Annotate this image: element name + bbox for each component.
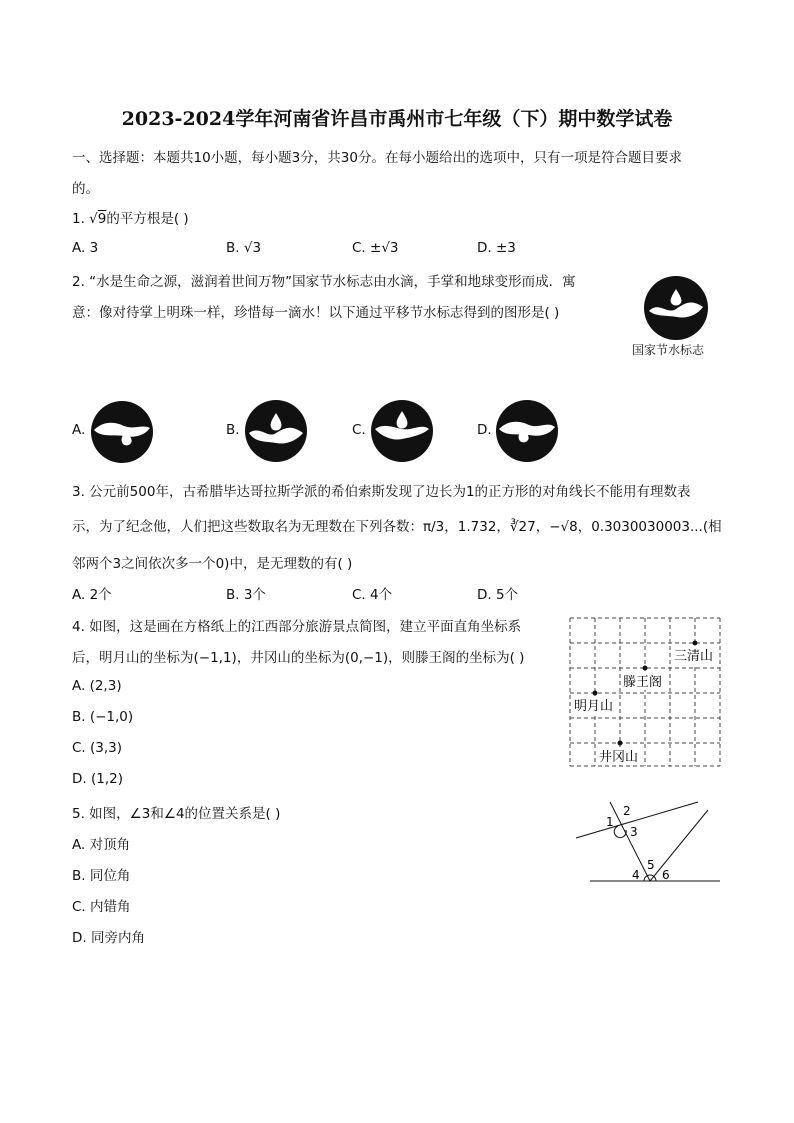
question-4-line1: 4. 如图，这是画在方格纸上的江西部分旅游景点简图，建立平面直角坐标系 <box>72 619 522 635</box>
jinggang-point <box>618 741 623 746</box>
question-3-line2: 示，为了纪念他，人们把这些数取名为无理数在下列各数：π/3，1.732，∛27，−√8，0.3030030003...(相 <box>72 519 722 535</box>
question-1-number: 1. <box>72 211 90 227</box>
sanqing-point <box>693 641 698 646</box>
water-saving-logo-caption: 国家节水标志 <box>632 343 705 357</box>
jinggang-label: 井冈山 <box>599 750 639 765</box>
angle-label-4: 4 <box>632 868 640 882</box>
scenic-spots-grid-map <box>566 614 724 770</box>
mingyue-point <box>593 691 598 696</box>
question-1-option-d[interactable]: D. ±3 <box>477 240 516 256</box>
question-1-option-a[interactable]: A. 3 <box>72 240 99 256</box>
question-3-option-b[interactable]: B. 3个 <box>226 587 266 603</box>
question-3-option-d[interactable]: D. 5个 <box>477 587 519 603</box>
question-5-option-d[interactable]: D. 同旁内角 <box>72 930 145 946</box>
water-saving-logo <box>643 275 709 341</box>
question-1-stem <box>72 207 189 227</box>
question-5-stem: 5. 如图，∠3和∠4的位置关系是( ) <box>72 806 281 822</box>
question-4-line2: 后，明月山的坐标为(−1,1)，井冈山的坐标为(0,−1)，则滕王阁的坐标为( ) <box>72 650 525 666</box>
question-4-option-c[interactable]: C. (3,3) <box>72 740 123 756</box>
question-3-option-c[interactable]: C. 4个 <box>352 587 393 603</box>
question-4-option-b[interactable]: B. (−1,0) <box>72 709 134 725</box>
question-3-option-a[interactable]: A. 2个 <box>72 587 112 603</box>
angle-figure <box>570 796 722 888</box>
question-1-option-b[interactable]: B. √3 <box>226 240 262 256</box>
question-1-option-c[interactable]: C. ±√3 <box>352 240 399 256</box>
sanqing-label: 三清山 <box>674 649 714 664</box>
angle-label-5: 5 <box>647 858 655 872</box>
question-4-option-a[interactable]: A. (2,3) <box>72 678 122 694</box>
question-4-option-d[interactable]: D. (1,2) <box>72 771 123 787</box>
question-3-line1: 3. 公元前500年，古希腊毕达哥拉斯学派的希伯索斯发现了边长为1的正方形的对角线长不能用有理数表 <box>72 484 691 500</box>
option-a-logo-icon[interactable] <box>90 400 154 464</box>
question-5-option-b[interactable]: B. 同位角 <box>72 868 131 884</box>
question-2-option-a[interactable]: A. <box>72 422 86 438</box>
angle-label-6: 6 <box>662 868 670 882</box>
question-1-text: 的平方根是( ) <box>106 211 189 227</box>
tengwang-label: 滕王阁 <box>623 675 663 690</box>
question-1-radicand: 9 <box>97 211 107 227</box>
section-instructions-line1: 一、选择题：本题共10小题，每小题3分，共30分。在每小题给出的选项中，只有一项是符合题目要求 <box>72 150 682 166</box>
question-2-line2: 意：像对待掌上明珠一样，珍惜每一滴水！以下通过平移节水标志得到的图形是( ) <box>72 305 560 321</box>
question-3-line3: 邻两个3之间依次多一个0)中，是无理数的有( ) <box>72 556 353 572</box>
section-instructions-line2: 的。 <box>72 181 99 197</box>
option-c-logo-icon[interactable] <box>370 399 434 463</box>
question-5-option-c[interactable]: C. 内错角 <box>72 899 131 915</box>
option-d-logo-icon[interactable] <box>495 399 559 463</box>
sqrt-sign: √ <box>89 211 98 227</box>
tengwang-point <box>643 666 648 671</box>
angle-label-3: 3 <box>630 825 638 839</box>
mingyue-label: 明月山 <box>574 699 614 714</box>
question-2-line1: 2. “水是生命之源，滋润着世间万物”国家节水标志由水滴，手掌和地球变形而成．寓 <box>72 274 576 290</box>
question-2-option-d[interactable]: D. <box>477 422 492 438</box>
question-2-option-b[interactable]: B. <box>226 422 240 438</box>
angle-label-1: 1 <box>606 815 614 829</box>
question-5-option-a[interactable]: A. 对顶角 <box>72 837 131 853</box>
angle-label-2: 2 <box>623 804 631 818</box>
paper-title: 2023-2024学年河南省许昌市禹州市七年级（下）期中数学试卷 <box>121 108 673 130</box>
question-2-option-c[interactable]: C. <box>352 422 366 438</box>
option-b-logo-icon[interactable] <box>244 399 308 463</box>
